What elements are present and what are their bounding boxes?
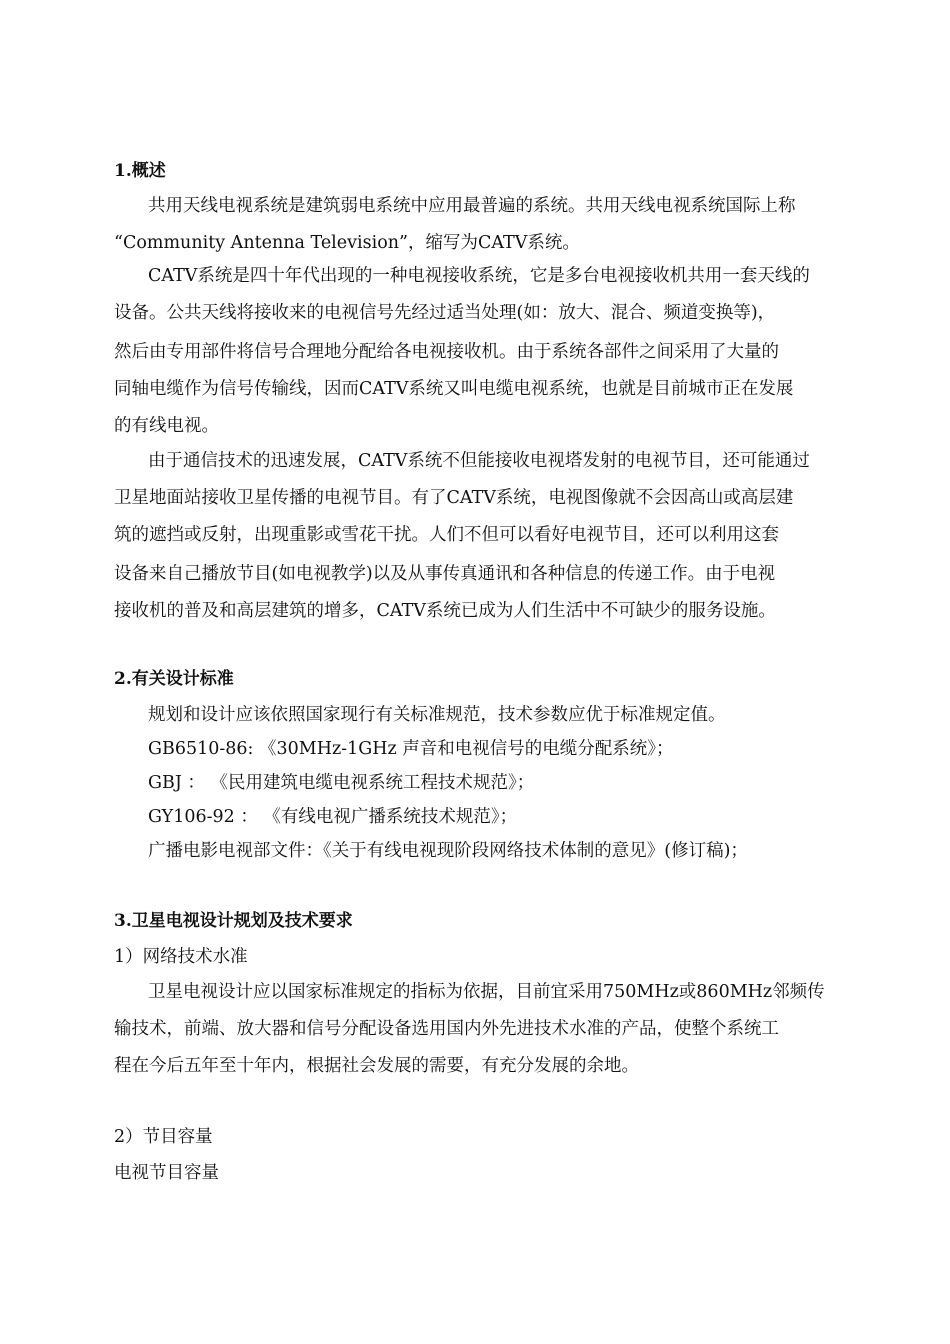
- paragraph-line: 由于通信技术的迅速发展，CATV系统不但能接收电视塔发射的电视节目，还可能通过: [148, 451, 810, 471]
- standard-item: GB6510-86: 《30MHz-1GHz 声音和电视信号的电缆分配系统》；: [148, 739, 674, 759]
- paragraph-line: 输技术，前端、放大器和信号分配设备选用国内外先进技术水准的产品，使整个系统工: [114, 1019, 779, 1039]
- paragraph-line: CATV系统是四十年代出现的一种电视接收系统，它是多台电视接收机共用一套天线的: [148, 266, 810, 286]
- standard-item: 广播电影电视部文件：《关于有线电视现阶段网络技术体制的意见》(修订稿)；: [148, 841, 748, 861]
- standard-item: GY106-92 ： 《有线电视广播系统技术规范》；: [148, 807, 518, 827]
- paragraph-line: 设备。公共天线将接收来的电视信号先经过适当处理(如：放大、混合、频道变换等)，: [114, 303, 776, 323]
- subheading: 2）节目容量: [114, 1127, 213, 1147]
- section-1-heading: 1.概述: [114, 161, 166, 181]
- paragraph-line: 同轴电缆作为信号传输线，因而CATV系统又叫电缆电视系统，也就是目前城市正在发展: [114, 379, 794, 399]
- paragraph-line: 的有线电视。: [114, 416, 219, 436]
- paragraph-line: 筑的遮挡或反射，出现重影或雪花干扰。人们不但可以看好电视节目，还可以利用这套: [114, 525, 779, 545]
- paragraph-line: “Community Antenna Television”，缩写为CATV系统。: [114, 233, 580, 253]
- paragraph-line: 程在今后五年至十年内，根据社会发展的需要，有充分发展的余地。: [114, 1056, 639, 1076]
- section-2-heading: 2.有关设计标准: [114, 669, 234, 689]
- paragraph-line: 共用天线电视系统是建筑弱电系统中应用最普遍的系统。共用天线电视系统国际上称: [148, 196, 796, 216]
- standard-item: GBJ ： 《民用建筑电缆电视系统工程技术规范》；: [148, 773, 535, 793]
- paragraph-line: 卫星地面站接收卫星传播的电视节目。有了CATV系统，电视图像就不会因高山或高层建: [114, 488, 794, 508]
- paragraph-line: 接收机的普及和高层建筑的增多，CATV系统已成为人们生活中不可缺少的服务设施。: [114, 601, 776, 621]
- paragraph-line: 卫星电视设计应以国家标准规定的指标为依据，目前宜采用750MHz或860MHz邻频传: [148, 982, 825, 1002]
- paragraph-line: 规划和设计应该依照国家现行有关标准规范，技术参数应优于标准规定值。: [148, 705, 726, 725]
- subheading: 1）网络技术水准: [114, 947, 248, 967]
- section-3-heading: 3.卫星电视设计规划及技术要求: [114, 911, 353, 931]
- paragraph-line: 然后由专用部件将信号合理地分配给各电视接收机。由于系统各部件之间采用了大量的: [114, 342, 779, 362]
- subheading: 电视节目容量: [114, 1163, 219, 1183]
- paragraph-line: 设备来自己播放节目(如电视教学)以及从事传真通讯和各种信息的传递工作。由于电视: [114, 564, 776, 584]
